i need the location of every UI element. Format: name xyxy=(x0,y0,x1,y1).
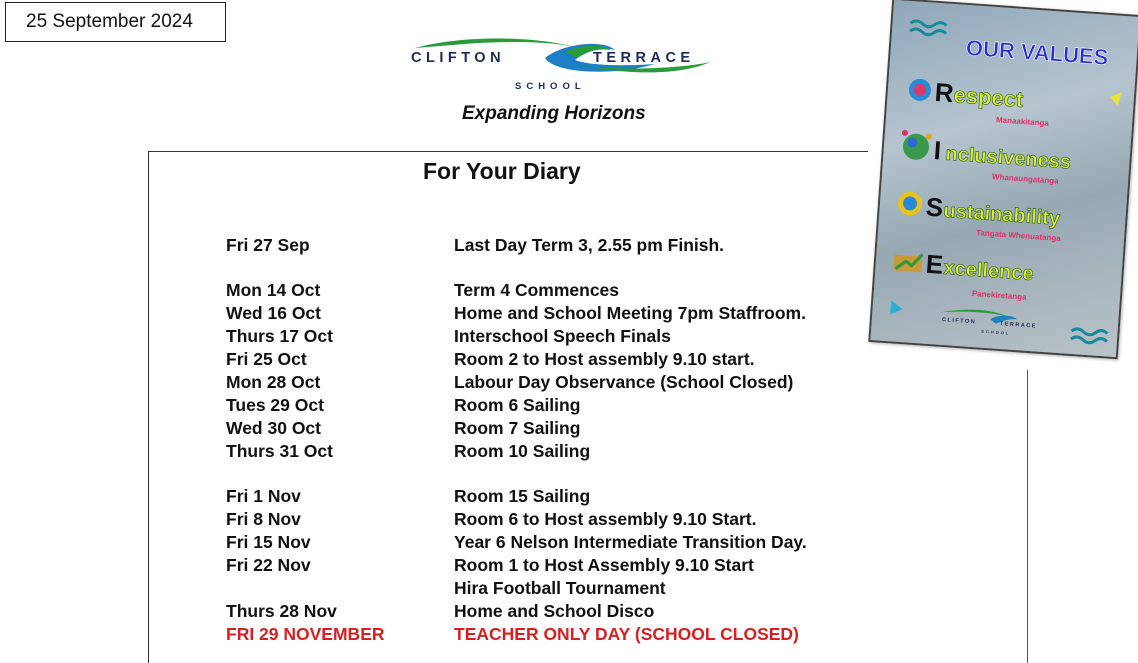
event-description: Room 10 Sailing xyxy=(454,441,591,461)
mini-logo-name-sub: SCHOOL xyxy=(981,328,1011,336)
wave-icon xyxy=(910,21,946,28)
event-date: Fri 8 Nov xyxy=(226,509,301,529)
event-date: Thurs 28 Nov xyxy=(226,601,337,621)
event-date: Thurs 17 Oct xyxy=(226,326,333,346)
event-description: Hira Football Tournament xyxy=(454,578,666,598)
event-description: Room 15 Sailing xyxy=(454,486,591,506)
event-description: Room 7 Sailing xyxy=(454,418,581,438)
value-word: nclusiveness xyxy=(944,142,1072,174)
value-respect-icon xyxy=(908,78,931,101)
values-poster-art xyxy=(870,0,1138,359)
wave-icon xyxy=(1071,329,1107,336)
date-label: 25 September 2024 xyxy=(5,2,226,42)
mini-logo-name-right: TERRACE xyxy=(999,321,1038,330)
value-initial: R xyxy=(933,76,955,109)
value-word: ustainability xyxy=(942,199,1061,230)
mini-logo-name-left: CLIFTON xyxy=(941,316,977,326)
event-date: Mon 14 Oct xyxy=(226,280,321,300)
values-poster xyxy=(868,0,1138,359)
event-date: Wed 16 Oct xyxy=(226,303,321,323)
event-description: Room 1 to Host Assembly 9.10 Start xyxy=(454,555,754,575)
value-initial: E xyxy=(924,248,945,280)
logo-name-right: TERRACE xyxy=(593,50,695,66)
value-initial: I xyxy=(932,135,943,166)
value-sustainability-icon xyxy=(897,191,923,217)
value-inclusiveness-icon xyxy=(900,130,932,161)
event-description: Term 4 Commences xyxy=(454,280,620,300)
event-description: Room 2 to Host assembly 9.10 start. xyxy=(454,349,755,369)
logo-name-left: CLIFTON xyxy=(411,50,506,66)
event-description: Year 6 Nelson Intermediate Transition Day. xyxy=(454,532,807,552)
event-description: Room 6 Sailing xyxy=(454,395,581,415)
wave-icon xyxy=(1071,336,1107,343)
event-description-highlight: TEACHER ONLY DAY (SCHOOL CLOSED) xyxy=(454,624,799,644)
event-date: Tues 29 Oct xyxy=(226,395,324,415)
mini-logo-swoosh xyxy=(943,307,1008,316)
value-maori: Whanaungatanga xyxy=(991,172,1059,186)
logo-name-sub: SCHOOL xyxy=(515,81,586,92)
event-date: Mon 28 Oct xyxy=(226,372,321,392)
value-word: espect xyxy=(952,82,1025,113)
triangle-icon xyxy=(890,300,903,315)
value-maori: Panekiretanga xyxy=(971,288,1027,302)
event-description: Last Day Term 3, 2.55 pm Finish. xyxy=(454,235,725,255)
event-date: Fri 1 Nov xyxy=(226,486,301,506)
value-maori: Manaakitanga xyxy=(995,115,1050,128)
poster-heading: OUR VALUES xyxy=(965,34,1110,70)
event-description: Home and School Disco xyxy=(454,601,655,621)
school-tagline: Expanding Horizons xyxy=(462,103,646,124)
event-date: Fri 22 Nov xyxy=(226,555,311,575)
event-date: Fri 25 Oct xyxy=(226,349,307,369)
triangle-icon xyxy=(1109,91,1122,106)
event-description: Interschool Speech Finals xyxy=(454,326,671,346)
event-date: Fri 15 Nov xyxy=(226,532,311,552)
event-date-highlight: FRI 29 NOVEMBER xyxy=(226,624,385,644)
event-description: Room 6 to Host assembly 9.10 Start. xyxy=(454,509,757,529)
event-description: Labour Day Observance (School Closed) xyxy=(454,372,794,392)
value-excellence-icon xyxy=(893,252,922,272)
diary-title: For Your Diary xyxy=(423,158,581,184)
event-description: Home and School Meeting 7pm Staffroom. xyxy=(454,303,806,323)
value-initial: S xyxy=(924,191,945,223)
event-date: Thurs 31 Oct xyxy=(226,441,333,461)
wave-icon xyxy=(910,29,946,36)
value-maori: Tangata Whenuatanga xyxy=(975,228,1062,244)
event-date: Fri 27 Sep xyxy=(226,235,310,255)
event-date: Wed 30 Oct xyxy=(226,418,321,438)
value-word: xcellence xyxy=(942,256,1035,286)
